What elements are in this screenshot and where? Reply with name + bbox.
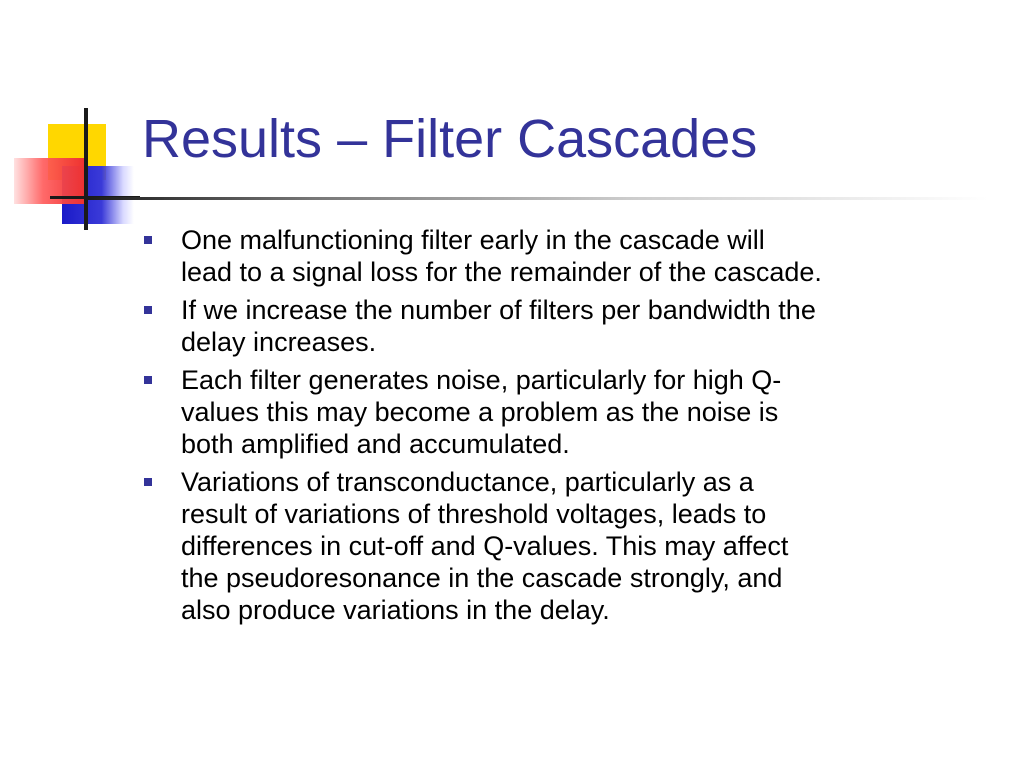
bullet-text: One malfunctioning filter early in the cascade will lead to a signal loss for the remainder of the cascade. [181,225,822,287]
slide-title: Results – Filter Cascades [142,109,758,169]
bullet-item [140,294,1000,358]
bullet-text: Each filter generates noise, particularly for high Q- values this may become a problem as the noise is both amplified and accumulated. [181,365,782,459]
bullet-text: Variations of transconductance, particularly as a result of variations of threshold voltages, leads to differences in cut-off and Q-values. This may affect the pseudoresonance in the cascade strongly, and also produce variations in the delay. [181,467,789,625]
bullet-list [140,224,1000,632]
bullet-item [140,466,1000,626]
square-bullet-icon [144,236,152,244]
bullet-item [140,224,1000,288]
bullet-text: If we increase the number of filters per bandwidth the delay increases. [181,295,816,357]
bullet-item [140,364,1000,460]
logo-vertical-line [84,108,88,230]
colored-squares-logo [0,0,140,240]
square-bullet-icon [144,376,152,384]
square-bullet-icon [144,478,152,486]
square-bullet-icon [144,306,152,314]
title-divider [88,197,988,200]
